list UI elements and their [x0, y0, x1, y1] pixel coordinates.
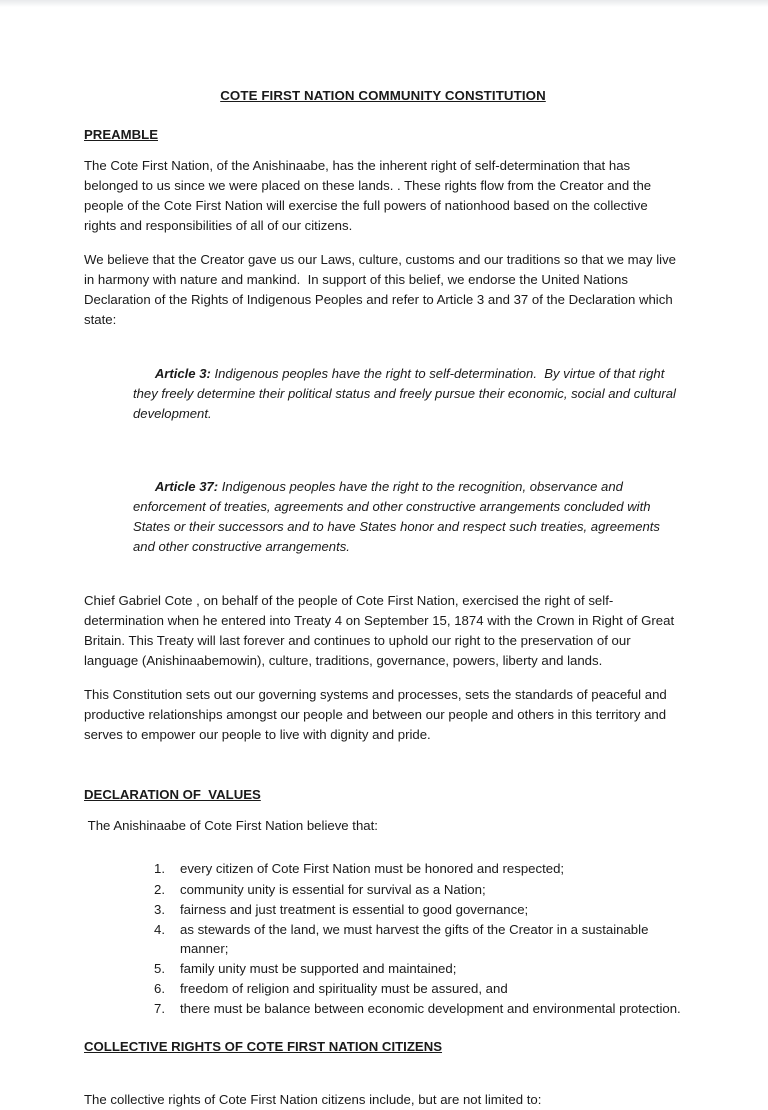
preamble-paragraph-1: The Cote First Nation, of the Anishinaabe, has the inherent right of self-determination that has belonged to us since we were placed on these lands. . These rights flow from the Creator and the people of the Cote First Nation will exercise the full powers of nationhood based on the collective rights and responsibilities of all of our citizens. [84, 157, 655, 233]
list-item: as stewards of the land, we must harvest the gifts of the Creator in a sustainable manner; [180, 921, 649, 956]
section-heading-declaration-of-values: DECLARATION OF VALUES [84, 787, 261, 803]
preamble-heading-row [84, 126, 682, 144]
preamble-paragraph-4: This Constitution sets out our governing systems and processes, sets the standards of peaceful and productive relationships amongst our people and between our people and others in this territory and serves to empower our people to live with dignity and pride. [84, 687, 671, 743]
quote-text-article-3: Indigenous peoples have the right to self-determination. By virtue of that right they freely determine their political status and freely pursue their economic, social and cultural development. [133, 366, 680, 421]
preamble-paragraph-2: We believe that the Creator gave us our Laws, culture, customs and our traditions so that we may live in harmony with nature and mankind. In support of this belief, we endorse the United Nations Declaration of the Rights of Indigenous Peoples and refer to Article 3 and 37 of the Declaration which state: [84, 251, 680, 328]
collective-rights-heading-row [84, 1038, 682, 1056]
section-heading-collective-rights: COLLECTIVE RIGHTS OF COTE FIRST NATION CITIZENS [84, 1038, 443, 1054]
page-title: COTE FIRST NATION COMMUNITY CONSTITUTION [220, 88, 546, 103]
list-item: fairness and just treatment is essential to good governance; [180, 901, 529, 917]
section-spacer-1 [84, 759, 682, 786]
page-top-edge [0, 0, 768, 7]
document-body [84, 88, 682, 1110]
list-item: every citizen of Cote First Nation must be honored and respected; [180, 861, 565, 877]
quote-label-article-37: Article 37: [154, 479, 219, 495]
section-spacer-3 [84, 1068, 682, 1090]
preamble-paragraph-3: Chief Gabriel Cote , on behalf of the people of Cote First Nation, exercised the right of self-determination when he entered into Treaty 4 on September 15, 1874 with the Crown in Right of Great Britain. This Treaty will last forever and continues to uphold our right to the preservation of our language (Anishinaabemowin), culture, traditions, governance, powers, liberty and lands. [84, 592, 678, 669]
values-intro-text: The Anishinaabe of Cote First Nation believe that: [84, 818, 378, 834]
values-heading-row [84, 786, 682, 804]
list-item: family unity must be supported and maintained; [180, 961, 457, 977]
quote-text-article-37: Indigenous peoples have the right to the recognition, observance and enforcement of treaties, agreements and other constructive arrangements concluded with States or their successors and to have States honor and respect such treaties, agreements and other constructive arrangements. [133, 479, 664, 555]
values-list-spacer [84, 850, 682, 859]
section-spacer-2 [84, 1020, 682, 1038]
collective-rights-intro-text: The collective rights of Cote First Nation citizens include, but are not limited to: [84, 1091, 542, 1107]
section-heading-preamble: PREAMBLE [84, 126, 158, 142]
quote-label-article-3: Article 3: [154, 366, 211, 381]
list-item: freedom of religion and spirituality must be assured, and [180, 981, 508, 997]
values-list [84, 859, 682, 1018]
list-item: community unity is essential for survival as a Nation; [180, 881, 486, 897]
quote-article-37 [133, 458, 682, 577]
quote-article-3 [133, 344, 682, 443]
list-item: there must be balance between economic development and environmental protection. [180, 1001, 681, 1017]
